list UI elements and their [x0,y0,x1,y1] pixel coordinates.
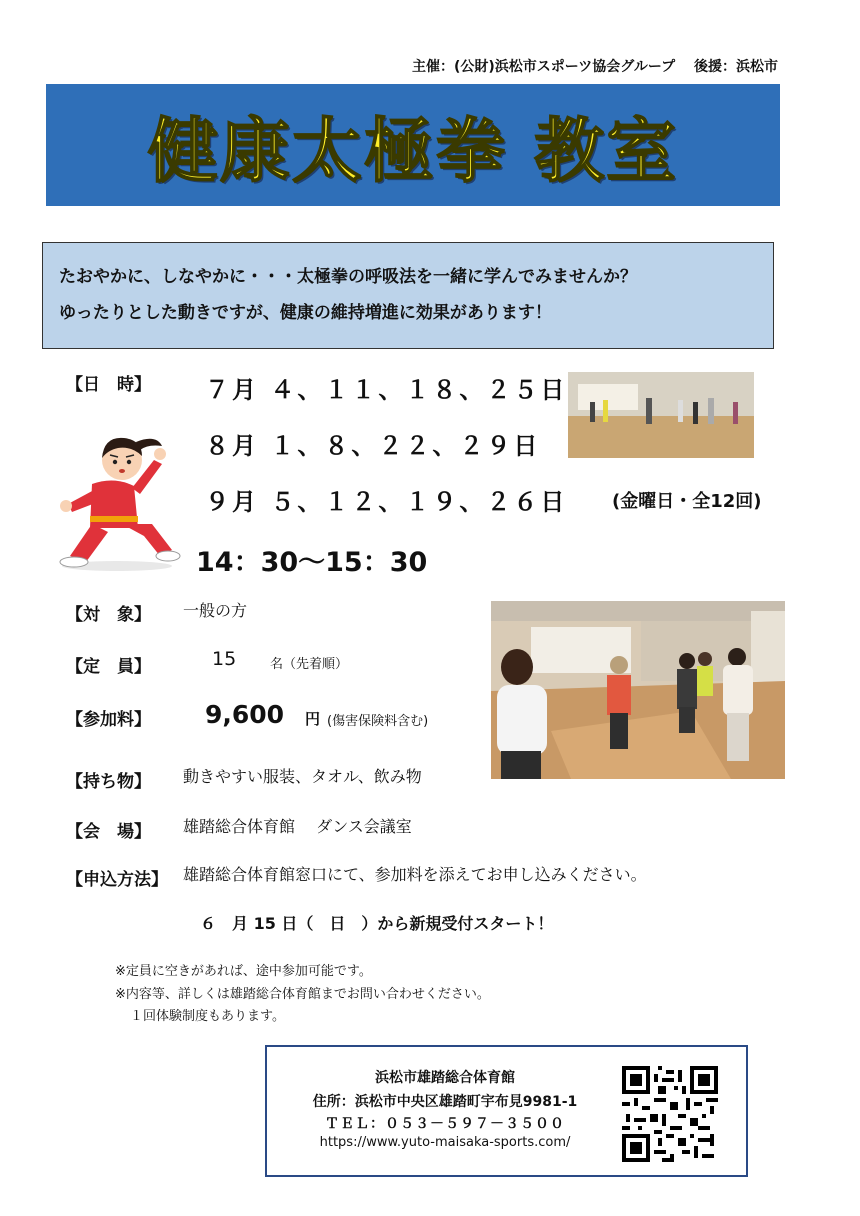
intro-box [42,242,774,349]
note-2: ※内容等、詳しくは雄踏総合体育館までお問い合わせください。 [115,987,490,1002]
contact-box [265,1045,748,1177]
schedule-time: 14：30〜15：30 [196,547,428,578]
schedule-july: ７月 ４、１１、１８、２５日 [205,376,568,404]
start-notice: ６ 月 15 日（ 日 ）から新規受付スタート！ [200,914,554,933]
items-value: 動きやすい服装、タオル、飲み物 [183,767,422,786]
note-3: １回体験制度もあります。 [130,1009,285,1024]
contact-address: 住所：浜松市中央区雄踏町宇布見9981-1 [312,1094,578,1110]
target-label: 【対 象】 [66,605,151,625]
capacity-number: 15 [212,648,237,670]
qr-code[interactable] [622,1066,718,1162]
schedule-note: (金曜日・全12回) [612,491,762,512]
schedule-september: ９月 ５、１２、１９、２６日 [205,488,568,516]
fee-note: (傷害保険料含む) [327,714,429,729]
taichi-girl-illustration [52,424,182,574]
fee-amount: 9,600 [205,700,285,729]
contact-url[interactable]: https://www.yuto-maisaka-sports.com/ [319,1135,571,1150]
page-title: 健康太極拳 教室 [147,109,679,192]
organizer-text: 主催：(公財)浜松市スポーツ協会グループ 後援：浜松市 [412,59,778,75]
class-photo-wide [568,372,754,458]
items-label: 【持ち物】 [66,772,151,792]
title-banner [46,84,780,206]
target-value: 一般の方 [183,601,248,620]
contact-tel: ＴＥＬ：０５３－５９７－３５００ [325,1116,565,1132]
intro-line-1: たおやかに、しなやかに・・・太極拳の呼吸法を一緒に学んでみませんか？ [59,267,637,287]
fee-label: 【参加料】 [66,710,151,730]
capacity-unit: 名（先着順） [270,657,349,672]
intro-line-2: ゆったりとした動きですが、健康の維持増進に効果があります！ [59,303,552,323]
schedule-august: ８月 １、８、２２、２９日 [205,432,541,460]
fee-unit: 円 [305,710,321,728]
apply-label: 【申込方法】 [66,870,168,890]
apply-value: 雄踏総合体育館窓口にて、参加料を添えてお申し込みください。 [183,865,647,884]
class-photo-close [491,601,785,779]
venue-value: 雄踏総合体育館 ダンス会議室 [183,817,412,836]
note-1: ※定員に空きがあれば、途中参加可能です。 [115,964,372,979]
contact-name: 浜松市雄踏総合体育館 [375,1070,515,1086]
schedule-label: 【日 時】 [66,375,151,395]
venue-label: 【会 場】 [66,822,151,842]
capacity-label: 【定 員】 [66,657,151,677]
